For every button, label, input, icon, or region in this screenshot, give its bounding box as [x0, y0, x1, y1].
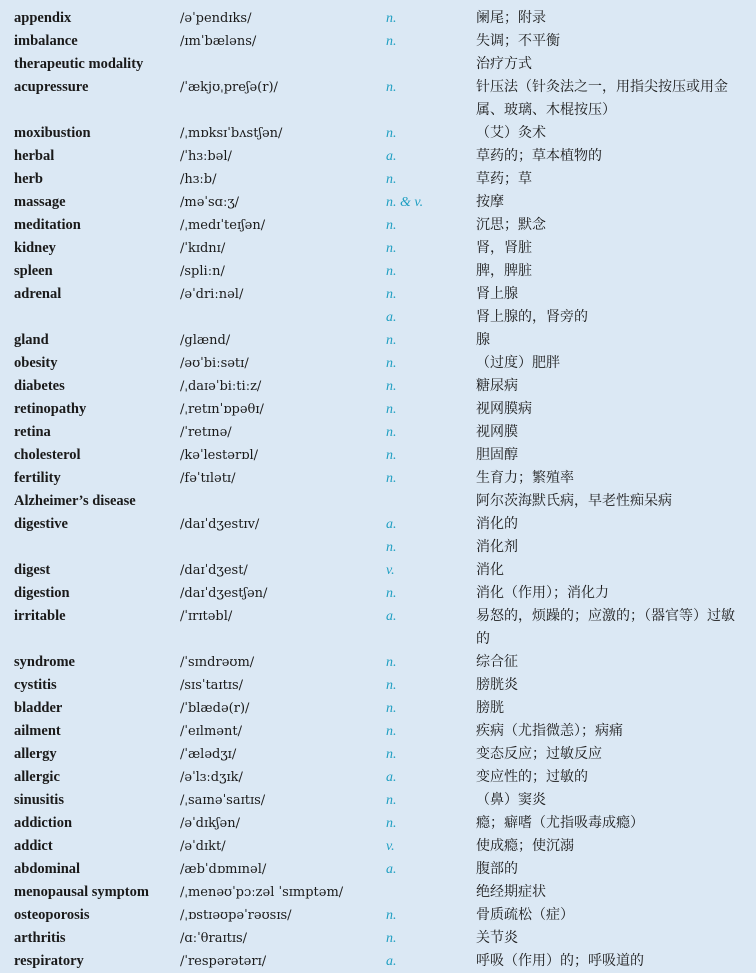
vocab-row	[0, 950, 756, 973]
vocab-part-of-speech: n.	[386, 34, 397, 49]
vocab-row	[0, 812, 756, 835]
vocab-row	[0, 697, 756, 720]
vocab-row	[0, 421, 756, 444]
vocab-pronunciation: /əˈdɪkʃən/	[180, 816, 240, 831]
vocab-part-of-speech: n.	[386, 126, 397, 141]
vocab-meaning: 针压法（针灸法之一，用指尖按压或用金属、玻璃、木棍按压）	[476, 79, 728, 118]
vocab-meaning: 阿尔茨海默氏病，早老性痴呆病	[476, 493, 672, 509]
vocab-word: therapeutic modality	[14, 56, 144, 72]
vocab-part-of-speech: n.	[386, 816, 397, 831]
vocab-word: retinopathy	[14, 401, 87, 417]
vocab-row	[0, 536, 756, 559]
vocab-row	[0, 743, 756, 766]
vocab-word: retina	[14, 424, 51, 440]
vocab-word: cystitis	[14, 677, 57, 693]
vocab-pronunciation: /ˌmenəʊˈpɔːzəl ˈsɪmptəm/	[180, 885, 344, 900]
vocab-pronunciation: /ˈeɪlmənt/	[180, 724, 242, 739]
vocab-meaning: 阑尾；附录	[476, 10, 546, 26]
vocab-pronunciation: /əˈdɪkt/	[180, 839, 226, 854]
vocab-row	[0, 191, 756, 214]
vocab-part-of-speech: n.	[386, 379, 397, 394]
vocab-meaning: 瘾；癖嗜（尤指吸毒成瘾）	[476, 815, 644, 831]
vocab-word: obesity	[14, 355, 58, 371]
vocab-word: syndrome	[14, 654, 75, 670]
vocab-meaning: 消化剂	[476, 539, 518, 555]
vocab-row	[0, 582, 756, 605]
vocab-meaning: 生育力；繁殖率	[476, 470, 574, 486]
vocab-part-of-speech: n.	[386, 678, 397, 693]
vocab-word: spleen	[14, 263, 53, 279]
vocab-meaning: （鼻）窦炎	[476, 792, 546, 808]
vocab-pronunciation: /əˈdriːnəl/	[180, 287, 244, 302]
vocab-part-of-speech: n.	[386, 471, 397, 486]
vocab-row	[0, 375, 756, 398]
vocab-pronunciation: /daɪˈdʒestʃən/	[180, 586, 268, 601]
vocab-meaning: 综合征	[476, 654, 518, 670]
vocab-pronunciation: /kəˈlestərɒl/	[180, 448, 259, 463]
vocab-word: addict	[14, 838, 53, 854]
vocab-row	[0, 122, 756, 145]
vocab-meaning: 治疗方式	[476, 56, 532, 72]
vocab-pronunciation: /ˌɒstɪəʊpəˈrəʊsɪs/	[180, 908, 292, 923]
vocab-part-of-speech: n.	[386, 586, 397, 601]
vocab-part-of-speech: n.	[386, 747, 397, 762]
vocab-row	[0, 168, 756, 191]
vocab-pronunciation: /əʊˈbiːsətɪ/	[180, 356, 249, 371]
vocab-word: digestion	[14, 585, 70, 601]
vocab-meaning: 草药；草	[476, 171, 532, 187]
vocab-pronunciation: /əˈlɜːdʒɪk/	[180, 770, 243, 785]
vocab-part-of-speech: a.	[386, 770, 397, 785]
vocab-word: sinusitis	[14, 792, 64, 808]
vocab-row	[0, 720, 756, 743]
vocab-word: ailment	[14, 723, 61, 739]
vocab-meaning: （艾）灸术	[476, 125, 546, 141]
vocab-meaning: 草药的；草本植物的	[476, 148, 602, 164]
vocab-part-of-speech: n.	[386, 701, 397, 716]
vocab-part-of-speech: a.	[386, 862, 397, 877]
vocab-row	[0, 329, 756, 352]
vocab-meaning: 骨质疏松（症）	[476, 907, 574, 923]
vocab-word: menopausal symptom	[14, 884, 149, 900]
vocab-part-of-speech: n.	[386, 540, 397, 555]
vocab-row	[0, 76, 756, 122]
vocab-meaning: 绝经期症状	[476, 884, 546, 900]
vocab-part-of-speech: v.	[386, 839, 395, 854]
vocab-row	[0, 881, 756, 904]
vocab-meaning: （过度）肥胖	[476, 355, 560, 371]
vocab-row	[0, 513, 756, 536]
vocab-row	[0, 214, 756, 237]
vocab-word: abdominal	[14, 861, 81, 877]
vocab-row	[0, 927, 756, 950]
vocab-row	[0, 605, 756, 651]
vocab-pronunciation: /ˈretɪnə/	[180, 425, 232, 440]
vocab-pronunciation: /ˈækjʊˌpreʃə(r)/	[180, 80, 278, 95]
vocab-meaning: 膀胱	[476, 700, 504, 716]
vocab-part-of-speech: n.	[386, 931, 397, 946]
vocab-row	[0, 283, 756, 306]
vocab-meaning: 呼吸（作用）的；呼吸道的	[476, 953, 644, 969]
vocab-meaning: 腹部的	[476, 861, 518, 877]
vocab-part-of-speech: n.	[386, 356, 397, 371]
vocab-row	[0, 398, 756, 421]
vocab-row	[0, 145, 756, 168]
vocab-word: bladder	[14, 700, 63, 716]
vocab-pronunciation: /ˌmɒksɪˈbʌstʃən/	[180, 126, 283, 141]
vocab-meaning: 按摩	[476, 194, 504, 210]
vocab-part-of-speech: n.	[386, 724, 397, 739]
vocab-row	[0, 306, 756, 329]
vocab-row	[0, 835, 756, 858]
vocab-meaning: 消化的	[476, 516, 518, 532]
vocab-row	[0, 766, 756, 789]
vocab-meaning: 关节炎	[476, 930, 518, 946]
vocab-row	[0, 904, 756, 927]
vocab-meaning: 变应性的；过敏的	[476, 769, 588, 785]
vocab-row	[0, 467, 756, 490]
vocab-meaning: 使成瘾；使沉溺	[476, 838, 574, 854]
vocab-word: diabetes	[14, 378, 65, 394]
vocab-word: osteoporosis	[14, 907, 90, 923]
vocab-row	[0, 7, 756, 30]
vocab-word: kidney	[14, 240, 56, 256]
vocab-row	[0, 858, 756, 881]
vocab-meaning: 肾，肾脏	[476, 240, 532, 256]
vocab-pronunciation: /spliːn/	[180, 264, 225, 279]
vocab-word: arthritis	[14, 930, 66, 946]
vocab-pronunciation: /ˌsaɪnəˈsaɪtɪs/	[180, 793, 266, 808]
vocab-part-of-speech: n.	[386, 80, 397, 95]
vocab-word: allergic	[14, 769, 60, 785]
vocab-part-of-speech: n.	[386, 448, 397, 463]
vocab-pronunciation: /ˈsɪndrəʊm/	[180, 655, 255, 670]
vocab-row	[0, 30, 756, 53]
vocab-pronunciation: /ɪmˈbæləns/	[180, 34, 257, 49]
vocab-pronunciation: /ɑːˈθraɪtɪs/	[180, 931, 248, 946]
vocab-word: meditation	[14, 217, 81, 233]
vocab-pronunciation: /məˈsɑːʒ/	[180, 195, 240, 210]
vocab-row	[0, 53, 756, 76]
vocab-word: adrenal	[14, 286, 62, 302]
vocab-word: acupressure	[14, 79, 89, 95]
vocab-part-of-speech: a.	[386, 954, 397, 969]
vocab-word: moxibustion	[14, 125, 91, 141]
vocab-meaning: 肾上腺的，肾旁的	[476, 309, 588, 325]
vocab-meaning: 视网膜病	[476, 401, 532, 417]
vocab-word: irritable	[14, 608, 66, 624]
vocab-row	[0, 559, 756, 582]
vocab-part-of-speech: n.	[386, 655, 397, 670]
vocab-pronunciation: /daɪˈdʒest/	[180, 563, 248, 578]
vocab-word: herb	[14, 171, 43, 187]
vocab-meaning: 糖尿病	[476, 378, 518, 394]
vocab-pronunciation: /ˌmedɪˈteɪʃən/	[180, 218, 266, 233]
vocab-word: imbalance	[14, 33, 78, 49]
vocab-pronunciation: /æbˈdɒmɪnəl/	[180, 862, 267, 877]
vocab-word: addiction	[14, 815, 73, 831]
vocab-part-of-speech: n.	[386, 11, 397, 26]
vocab-meaning: 消化（作用）；消化力	[476, 585, 609, 601]
vocab-row	[0, 237, 756, 260]
vocab-part-of-speech: v.	[386, 563, 395, 578]
vocab-meaning: 变态反应；过敏反应	[476, 746, 602, 762]
vocab-part-of-speech: n.	[386, 333, 397, 348]
vocab-word: gland	[14, 332, 49, 348]
vocab-part-of-speech: n.	[386, 241, 397, 256]
vocab-pronunciation: /əˈpendɪks/	[180, 11, 252, 26]
vocab-meaning: 沉思；默念	[476, 217, 546, 233]
vocab-meaning: 易怒的，烦躁的；应激的；（器官等）过敏的	[476, 608, 735, 647]
vocab-word: respiratory	[14, 953, 84, 969]
vocab-part-of-speech: n.	[386, 908, 397, 923]
vocab-word: allergy	[14, 746, 57, 762]
vocab-pronunciation: /fəˈtɪlətɪ/	[180, 471, 236, 486]
vocab-part-of-speech: n.	[386, 264, 397, 279]
vocab-meaning: 肾上腺	[476, 286, 518, 302]
vocab-pronunciation: /daɪˈdʒestɪv/	[180, 517, 260, 532]
vocab-pronunciation: /hɜːb/	[180, 172, 217, 187]
vocab-row	[0, 674, 756, 697]
vocab-pronunciation: /ˈhɜːbəl/	[180, 149, 232, 164]
vocab-pronunciation: /ˈrespərətərɪ/	[180, 954, 267, 969]
vocab-part-of-speech: n.	[386, 425, 397, 440]
vocab-meaning: 失调；不平衡	[476, 33, 560, 49]
vocab-row	[0, 444, 756, 467]
vocab-row	[0, 352, 756, 375]
vocab-meaning: 脾，脾脏	[476, 263, 532, 279]
vocab-meaning: 消化	[476, 562, 504, 578]
vocab-word: herbal	[14, 148, 55, 164]
vocab-pronunciation: /ˈkɪdnɪ/	[180, 241, 226, 256]
vocab-part-of-speech: a.	[386, 310, 397, 325]
vocab-word: massage	[14, 194, 66, 210]
vocab-meaning: 膀胱炎	[476, 677, 518, 693]
vocab-part-of-speech: a.	[386, 609, 397, 624]
vocab-part-of-speech: n.	[386, 287, 397, 302]
vocab-word: appendix	[14, 10, 72, 26]
vocab-part-of-speech: n.	[386, 793, 397, 808]
vocab-word: cholesterol	[14, 447, 81, 463]
vocab-part-of-speech: n. & v.	[386, 195, 424, 210]
vocab-word: Alzheimer’s disease	[14, 493, 136, 509]
vocab-row	[0, 651, 756, 674]
vocab-row	[0, 260, 756, 283]
vocab-meaning: 视网膜	[476, 424, 518, 440]
vocab-pronunciation: /ˈblædə(r)/	[180, 701, 250, 716]
vocab-word: digestive	[14, 516, 68, 532]
vocab-meaning: 疾病（尤指微恙）；病痛	[476, 723, 623, 739]
vocab-pronunciation: /ˌdaɪəˈbiːtiːz/	[180, 379, 262, 394]
vocab-row	[0, 789, 756, 812]
vocab-pronunciation: /ˈɪrɪtəbl/	[180, 609, 233, 624]
vocab-meaning: 胆固醇	[476, 447, 518, 463]
vocab-pronunciation: /glænd/	[180, 333, 231, 348]
vocab-pronunciation: /sɪsˈtaɪtɪs/	[180, 678, 244, 693]
vocab-word: fertility	[14, 470, 61, 486]
vocab-part-of-speech: n.	[386, 218, 397, 233]
vocab-meaning: 腺	[476, 332, 490, 348]
vocab-word: digest	[14, 562, 51, 578]
vocab-pronunciation: /ˈælədʒɪ/	[180, 747, 237, 762]
vocab-part-of-speech: n.	[386, 402, 397, 417]
vocab-part-of-speech: a.	[386, 149, 397, 164]
vocab-part-of-speech: a.	[386, 517, 397, 532]
vocab-pronunciation: /ˌretɪnˈɒpəθɪ/	[180, 402, 264, 417]
vocab-row	[0, 490, 756, 513]
vocab-part-of-speech: n.	[386, 172, 397, 187]
